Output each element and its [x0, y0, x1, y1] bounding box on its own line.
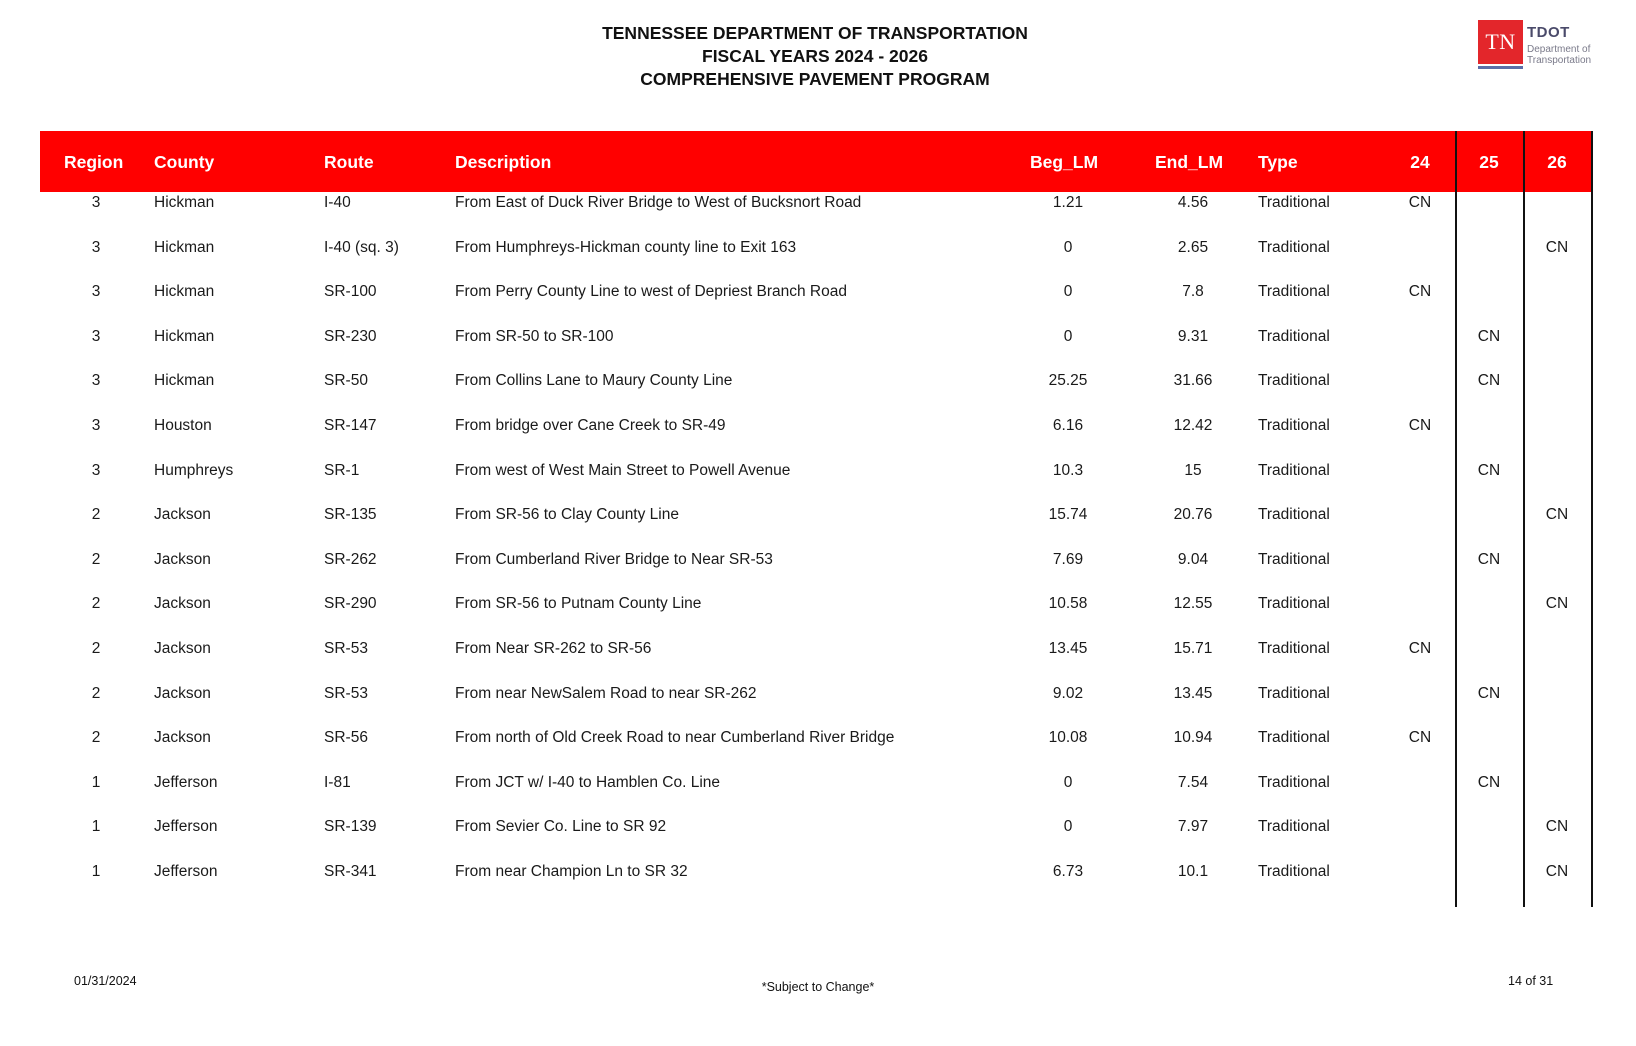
cell-description: From north of Old Creek Road to near Cumberland River Bridge: [455, 729, 895, 747]
logo-subtitle-line-1: Department of: [1527, 44, 1591, 55]
cell-description: From Cumberland River Bridge to Near SR-53: [455, 550, 773, 568]
cell-county: Jackson: [154, 640, 211, 657]
column-header-county: County: [154, 152, 215, 172]
cell-type: Traditional: [1258, 818, 1330, 836]
cell-route: SR-262: [324, 550, 377, 568]
column-header-fy26: 26: [1547, 152, 1567, 172]
cell-description: From near Champion Ln to SR 32: [455, 863, 688, 880]
cell-end-lm: 4.56: [1177, 194, 1209, 211]
cell-county: Hickman: [154, 238, 215, 256]
cell-route: SR-1: [324, 461, 360, 479]
table-header-bar: [40, 131, 1592, 192]
cell-description: From Perry County Line to west of Depriest Branch Road: [455, 283, 847, 301]
column-divider-right: [1591, 131, 1593, 907]
cell-end-lm: 9.04: [1177, 550, 1209, 568]
cell-description: From SR-50 to SR-100: [455, 327, 614, 345]
title-line-1: TENNESSEE DEPARTMENT OF TRANSPORTATION: [602, 23, 1028, 43]
cell-route: I-40: [324, 194, 351, 211]
cell-beg-lm: 0: [1063, 327, 1073, 345]
cell-region: 2: [91, 684, 101, 702]
cell-county: Hickman: [154, 194, 215, 211]
footer-page-number: 14 of 31: [1508, 974, 1554, 988]
cell-route: SR-290: [324, 595, 377, 613]
cell-end-lm: 7.97: [1177, 818, 1209, 836]
cell-fy25: CN: [1477, 461, 1501, 479]
cell-end-lm: 12.55: [1173, 595, 1213, 613]
cell-beg-lm: 0: [1063, 818, 1073, 836]
cell-description: From Collins Lane to Maury County Line: [455, 372, 733, 390]
cell-beg-lm: 10.58: [1048, 595, 1088, 613]
cell-end-lm: 20.76: [1173, 506, 1213, 524]
cell-route: SR-53: [324, 684, 368, 702]
cell-region: 2: [91, 550, 101, 568]
cell-end-lm: 31.66: [1173, 372, 1213, 390]
cell-beg-lm: 0: [1063, 283, 1073, 301]
cell-description: From East of Duck River Bridge to West of Bucksnort Road: [455, 194, 862, 211]
cell-fy25: CN: [1477, 684, 1501, 702]
cell-fy24: CN: [1408, 640, 1432, 657]
cell-end-lm: 15.71: [1173, 640, 1213, 657]
cell-region: 3: [91, 417, 101, 434]
column-header-route: Route: [324, 152, 374, 172]
cell-end-lm: 15: [1184, 461, 1202, 479]
cell-description: From bridge over Cane Creek to SR-49: [455, 417, 726, 434]
cell-fy24: CN: [1408, 194, 1432, 211]
cell-type: Traditional: [1258, 684, 1330, 702]
cell-fy26: CN: [1545, 238, 1569, 256]
cell-county: Jackson: [154, 684, 211, 702]
cell-type: Traditional: [1258, 729, 1330, 747]
cell-county: Jefferson: [154, 863, 218, 880]
cell-description: From Humphreys-Hickman county line to Exit 163: [455, 238, 797, 256]
cell-route: SR-56: [324, 729, 368, 747]
cell-type: Traditional: [1258, 461, 1330, 479]
cell-beg-lm: 0: [1063, 238, 1073, 256]
footer-note: *Subject to Change*: [761, 980, 875, 994]
cell-region: 3: [91, 372, 101, 390]
cell-beg-lm: 6.73: [1052, 863, 1084, 880]
column-header-description: Description: [455, 152, 552, 172]
cell-end-lm: 7.8: [1182, 283, 1204, 301]
cell-region: 1: [91, 818, 101, 836]
cell-end-lm: 10.94: [1173, 729, 1213, 747]
column-header-fy25: 25: [1479, 152, 1499, 172]
cell-end-lm: 2.65: [1177, 238, 1209, 256]
cell-route: SR-341: [324, 863, 377, 880]
cell-description: From near NewSalem Road to near SR-262: [455, 684, 757, 702]
cell-type: Traditional: [1258, 550, 1330, 568]
cell-county: Houston: [154, 417, 212, 434]
cell-county: Hickman: [154, 283, 215, 301]
cell-end-lm: 7.54: [1177, 773, 1209, 791]
column-header-fy24: 24: [1410, 152, 1430, 172]
cell-description: From Near SR-262 to SR-56: [455, 640, 652, 657]
cell-type: Traditional: [1258, 327, 1330, 345]
cell-description: From SR-56 to Clay County Line: [455, 506, 679, 524]
cell-description: From west of West Main Street to Powell Avenue: [455, 461, 791, 479]
cell-county: Hickman: [154, 327, 215, 345]
logo-underline: [1478, 66, 1523, 69]
column-header-type: Type: [1258, 152, 1298, 172]
cell-beg-lm: 9.02: [1052, 684, 1084, 702]
cell-description: From JCT w/ I-40 to Hamblen Co. Line: [455, 773, 721, 791]
cell-end-lm: 12.42: [1173, 417, 1213, 434]
cell-beg-lm: 10.08: [1048, 729, 1088, 747]
cell-route: SR-135: [324, 506, 377, 524]
cell-fy26: CN: [1545, 818, 1569, 836]
page-title: [0, 22, 1636, 91]
cell-route: SR-50: [324, 372, 368, 390]
cell-route: SR-139: [324, 818, 377, 836]
cell-county: Jefferson: [154, 773, 218, 791]
cell-description: From Sevier Co. Line to SR 92: [455, 818, 667, 836]
cell-region: 3: [91, 194, 101, 211]
cell-fy25: CN: [1477, 773, 1501, 791]
cell-end-lm: 9.31: [1177, 327, 1209, 345]
tn-logo-mark: TN: [1478, 20, 1523, 64]
cell-route: SR-53: [324, 640, 368, 657]
cell-beg-lm: 15.74: [1048, 506, 1088, 524]
cell-fy24: CN: [1408, 283, 1432, 301]
cell-type: Traditional: [1258, 640, 1330, 657]
cell-type: Traditional: [1258, 595, 1330, 613]
cell-type: Traditional: [1258, 417, 1330, 434]
cell-beg-lm: 10.3: [1052, 461, 1084, 479]
logo-subtitle-line-2: Transportation: [1527, 55, 1592, 66]
cell-route: I-81: [324, 773, 351, 791]
cell-region: 2: [91, 595, 101, 613]
cell-type: Traditional: [1258, 194, 1330, 211]
cell-description: From SR-56 to Putnam County Line: [455, 595, 702, 613]
cell-county: Jackson: [154, 550, 211, 568]
cell-region: 3: [91, 238, 101, 256]
cell-county: Jackson: [154, 595, 211, 613]
cell-county: Humphreys: [154, 461, 234, 479]
cell-fy25: CN: [1477, 372, 1501, 390]
cell-route: SR-230: [324, 327, 377, 345]
cell-fy24: CN: [1408, 417, 1432, 434]
cell-county: Jackson: [154, 729, 211, 747]
title-line-2: FISCAL YEARS 2024 - 2026: [702, 46, 928, 66]
cell-fy26: CN: [1545, 506, 1569, 524]
cell-county: Jefferson: [154, 818, 218, 836]
column-header-beg-lm: Beg_LM: [1030, 152, 1099, 172]
cell-region: 1: [91, 863, 101, 880]
cell-fy25: CN: [1477, 550, 1501, 568]
cell-fy25: CN: [1477, 327, 1501, 345]
cell-county: Jackson: [154, 506, 211, 524]
cell-region: 3: [91, 327, 101, 345]
cell-end-lm: 10.1: [1177, 863, 1209, 880]
cell-county: Hickman: [154, 372, 215, 390]
cell-region: 3: [91, 461, 101, 479]
cell-region: 3: [91, 283, 101, 301]
cell-route: I-40 (sq. 3): [324, 238, 399, 256]
column-header-region: Region: [64, 152, 124, 172]
column-divider-24-25: [1455, 131, 1457, 907]
cell-type: Traditional: [1258, 506, 1330, 524]
cell-beg-lm: 0: [1063, 773, 1073, 791]
cell-route: SR-100: [324, 283, 377, 301]
cell-fy24: CN: [1408, 729, 1432, 747]
cell-beg-lm: 13.45: [1048, 640, 1088, 657]
cell-route: SR-147: [324, 417, 377, 434]
cell-end-lm: 13.45: [1173, 684, 1213, 702]
cell-region: 1: [91, 773, 101, 791]
tdot-logo: [1478, 20, 1600, 70]
footer-date: 01/31/2024: [74, 974, 137, 988]
cell-type: Traditional: [1258, 372, 1330, 390]
cell-type: Traditional: [1258, 283, 1330, 301]
cell-type: Traditional: [1258, 773, 1330, 791]
cell-fy26: CN: [1545, 595, 1569, 613]
column-header-end-lm: End_LM: [1155, 152, 1224, 172]
cell-beg-lm: 1.21: [1052, 194, 1084, 211]
cell-beg-lm: 25.25: [1048, 372, 1088, 390]
logo-name: TDOT: [1527, 24, 1570, 41]
title-line-3: COMPREHENSIVE PAVEMENT PROGRAM: [640, 69, 990, 89]
cell-type: Traditional: [1258, 238, 1330, 256]
logo-subtitle: [1527, 44, 1591, 66]
cell-region: 2: [91, 506, 101, 524]
cell-fy26: CN: [1545, 863, 1569, 880]
cell-region: 2: [91, 729, 101, 747]
cell-region: 2: [91, 640, 101, 657]
cell-beg-lm: 6.16: [1052, 417, 1084, 434]
column-divider-25-26: [1523, 131, 1525, 907]
cell-type: Traditional: [1258, 863, 1330, 880]
cell-beg-lm: 7.69: [1052, 550, 1084, 568]
